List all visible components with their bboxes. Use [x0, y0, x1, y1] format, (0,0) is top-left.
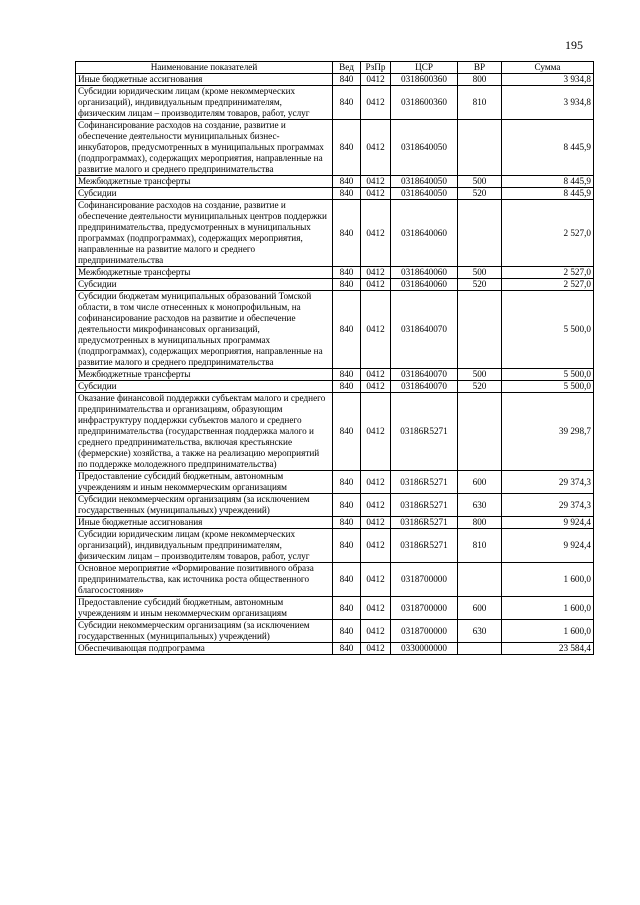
row-name: Субсидии: [76, 279, 333, 291]
row-sum: 9 924,4: [502, 529, 594, 563]
row-rzpr: 0412: [361, 643, 391, 655]
table-row: [76, 643, 594, 655]
row-name: Субсидии юридическим лицам (кроме некоммерческих организаций), индивидуальным предпринимателям, физическим лицам – производителям товаров, работ, услуг: [76, 529, 333, 563]
row-sum: 8 445,9: [502, 176, 594, 188]
row-name: Межбюджетные трансферты: [76, 176, 333, 188]
row-name: Межбюджетные трансферты: [76, 267, 333, 279]
row-csr: 03186R5271: [391, 393, 458, 471]
row-csr: 03186R5271: [391, 471, 458, 494]
row-rzpr: 0412: [361, 620, 391, 643]
row-sum: 23 584,4: [502, 643, 594, 655]
table-row: [76, 597, 594, 620]
row-csr: 0318640050: [391, 176, 458, 188]
row-rzpr: 0412: [361, 369, 391, 381]
row-name: Софинансирование расходов на создание, развитие и обеспечение деятельности муниципальных бизнес-инкубаторов, предусмотренных в муниципальных программах (подпрограммах), содержащих мероприятия, направленные на развитие малого и среднего предпринимательства: [76, 120, 333, 176]
row-name: Основное мероприятие «Формирование позитивного образа предпринимательства, как источника роста общественного благосостояния»: [76, 563, 333, 597]
row-ved: 840: [333, 393, 361, 471]
row-ved: 840: [333, 381, 361, 393]
row-vr: 600: [458, 471, 502, 494]
table-row: [76, 563, 594, 597]
row-ved: 840: [333, 471, 361, 494]
table-row: [76, 529, 594, 563]
row-name: Межбюджетные трансферты: [76, 369, 333, 381]
row-vr: 600: [458, 597, 502, 620]
row-rzpr: 0412: [361, 393, 391, 471]
row-rzpr: 0412: [361, 188, 391, 200]
table-row: [76, 620, 594, 643]
row-sum: 2 527,0: [502, 279, 594, 291]
row-ved: 840: [333, 563, 361, 597]
row-vr: 630: [458, 494, 502, 517]
row-vr: 810: [458, 86, 502, 120]
table-row: [76, 188, 594, 200]
row-sum: 9 924,4: [502, 517, 594, 529]
row-csr: 0318700000: [391, 563, 458, 597]
row-rzpr: 0412: [361, 267, 391, 279]
row-vr: 800: [458, 517, 502, 529]
row-rzpr: 0412: [361, 529, 391, 563]
page-number: 195: [565, 38, 583, 52]
row-csr: 0318640070: [391, 291, 458, 369]
row-ved: 840: [333, 620, 361, 643]
row-ved: 840: [333, 643, 361, 655]
row-name: Иные бюджетные ассигнования: [76, 517, 333, 529]
row-csr: 0318640060: [391, 200, 458, 267]
row-ved: 840: [333, 529, 361, 563]
row-rzpr: 0412: [361, 279, 391, 291]
row-ved: 840: [333, 74, 361, 86]
row-csr: 0318600360: [391, 74, 458, 86]
row-sum: 3 934,8: [502, 86, 594, 120]
row-rzpr: 0412: [361, 120, 391, 176]
row-sum: 3 934,8: [502, 74, 594, 86]
table-row: [76, 393, 594, 471]
row-rzpr: 0412: [361, 176, 391, 188]
row-sum: 2 527,0: [502, 200, 594, 267]
row-ved: 840: [333, 517, 361, 529]
table-row: [76, 267, 594, 279]
header-ved: Вед: [333, 62, 361, 74]
row-vr: [458, 120, 502, 176]
row-vr: 500: [458, 176, 502, 188]
row-ved: 840: [333, 120, 361, 176]
table-row: [76, 200, 594, 267]
table-row: [76, 291, 594, 369]
row-rzpr: 0412: [361, 517, 391, 529]
row-vr: [458, 563, 502, 597]
row-csr: 0318640050: [391, 120, 458, 176]
row-name: Оказание финансовой поддержки субъектам малого и среднего предпринимательства и организациям, образующим инфраструктуру поддержки субъектов малого и среднего предпринимательства (государственная поддержка малого и среднего предпринимательства, включая крестьянские (фермерские) хозяйства, а также на реализацию мероприятий по поддержке молодежного предпринимательства): [76, 393, 333, 471]
row-vr: [458, 291, 502, 369]
row-name: Субсидии юридическим лицам (кроме некоммерческих организаций), индивидуальным предпринимателям, физическим лицам – производителям товаров, работ, услуг: [76, 86, 333, 120]
row-csr: 03186R5271: [391, 529, 458, 563]
row-vr: [458, 643, 502, 655]
row-name: Предоставление субсидий бюджетным, автономным учреждениям и иным некоммерческим организациям: [76, 597, 333, 620]
row-rzpr: 0412: [361, 381, 391, 393]
budget-table: [75, 61, 594, 655]
row-rzpr: 0412: [361, 563, 391, 597]
row-vr: 500: [458, 267, 502, 279]
row-ved: 840: [333, 279, 361, 291]
row-ved: 840: [333, 176, 361, 188]
row-ved: 840: [333, 369, 361, 381]
row-name: Предоставление субсидий бюджетным, автономным учреждениям и иным некоммерческим организациям: [76, 471, 333, 494]
row-name: Субсидии бюджетам муниципальных образований Томской области, в том числе отнесенных к монопрофильным, на софинансирование расходов на развитие и обеспечение деятельности микрофинансовых организаций, предусмотренных в муниципальных программах (подпрограммах), содержащих мероприятия, направленные на развитие малого и среднего предпринимательства: [76, 291, 333, 369]
row-vr: 520: [458, 381, 502, 393]
row-ved: 840: [333, 200, 361, 267]
row-name: Обеспечивающая подпрограмма: [76, 643, 333, 655]
table-row: [76, 369, 594, 381]
row-name: Софинансирование расходов на создание, развитие и обеспечение деятельности муниципальных центров поддержки предпринимательства, предусмотренных в муниципальных программах (подпрограммах), содержащих мероприятия, направленные на развитие малого и среднего предпринимательства: [76, 200, 333, 267]
row-csr: 0330000000: [391, 643, 458, 655]
row-csr: 0318700000: [391, 597, 458, 620]
row-rzpr: 0412: [361, 291, 391, 369]
row-name: Субсидии некоммерческим организациям (за исключением государственных (муниципальных) учреждений): [76, 494, 333, 517]
row-vr: 500: [458, 369, 502, 381]
row-csr: 0318600360: [391, 86, 458, 120]
row-csr: 0318640070: [391, 381, 458, 393]
row-vr: 810: [458, 529, 502, 563]
row-csr: 0318640060: [391, 279, 458, 291]
row-csr: 03186R5271: [391, 517, 458, 529]
row-sum: 29 374,3: [502, 471, 594, 494]
row-sum: 39 298,7: [502, 393, 594, 471]
row-rzpr: 0412: [361, 494, 391, 517]
row-ved: 840: [333, 597, 361, 620]
header-vr: ВР: [458, 62, 502, 74]
row-csr: 0318640060: [391, 267, 458, 279]
table-header-row: [76, 62, 594, 74]
row-sum: 1 600,0: [502, 620, 594, 643]
row-rzpr: 0412: [361, 471, 391, 494]
row-sum: 29 374,3: [502, 494, 594, 517]
row-ved: 840: [333, 291, 361, 369]
table-row: [76, 517, 594, 529]
header-sum: Сумма: [502, 62, 594, 74]
header-name: Наименование показателей: [76, 62, 333, 74]
row-ved: 840: [333, 188, 361, 200]
table-row: [76, 494, 594, 517]
row-sum: 1 600,0: [502, 597, 594, 620]
row-vr: 800: [458, 74, 502, 86]
table-row: [76, 74, 594, 86]
table-row: [76, 176, 594, 188]
row-vr: [458, 200, 502, 267]
row-sum: 8 445,9: [502, 120, 594, 176]
row-rzpr: 0412: [361, 74, 391, 86]
row-ved: 840: [333, 86, 361, 120]
row-name: Субсидии: [76, 381, 333, 393]
row-vr: 520: [458, 188, 502, 200]
table-row: [76, 471, 594, 494]
row-sum: 5 500,0: [502, 369, 594, 381]
row-csr: 0318640070: [391, 369, 458, 381]
table-row: [76, 120, 594, 176]
header-csr: ЦСР: [391, 62, 458, 74]
row-ved: 840: [333, 494, 361, 517]
row-vr: [458, 393, 502, 471]
row-csr: 03186R5271: [391, 494, 458, 517]
row-rzpr: 0412: [361, 86, 391, 120]
row-csr: 0318700000: [391, 620, 458, 643]
row-rzpr: 0412: [361, 200, 391, 267]
row-vr: 520: [458, 279, 502, 291]
row-sum: 2 527,0: [502, 267, 594, 279]
row-sum: 5 500,0: [502, 291, 594, 369]
row-sum: 1 600,0: [502, 563, 594, 597]
row-sum: 5 500,0: [502, 381, 594, 393]
row-csr: 0318640050: [391, 188, 458, 200]
row-name: Иные бюджетные ассигнования: [76, 74, 333, 86]
row-ved: 840: [333, 267, 361, 279]
table-row: [76, 279, 594, 291]
table-row: [76, 86, 594, 120]
row-sum: 8 445,9: [502, 188, 594, 200]
row-name: Субсидии некоммерческим организациям (за исключением государственных (муниципальных) учреждений): [76, 620, 333, 643]
row-rzpr: 0412: [361, 597, 391, 620]
row-name: Субсидии: [76, 188, 333, 200]
header-rzpr: РзПр: [361, 62, 391, 74]
table-row: [76, 381, 594, 393]
row-vr: 630: [458, 620, 502, 643]
